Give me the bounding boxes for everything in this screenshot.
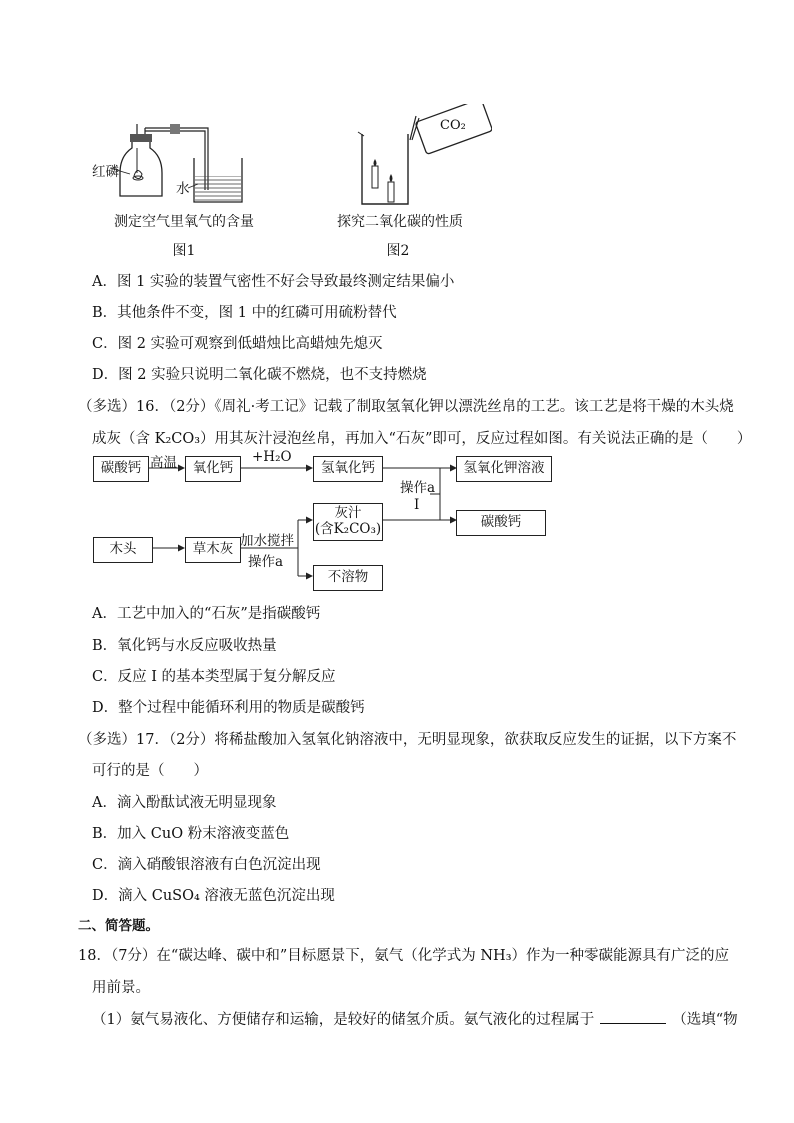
flow-box-ash-liquor: [313, 503, 383, 541]
q16-stem-line2: 成灰（含 K₂CO₃）用其灰汁浸泡丝帛，再加入“石灰”即可，反应过程如图。有关说法正确的是（ ）: [92, 431, 752, 447]
q15-option-c: C．图 2 实验可观察到低蜡烛比高蜡烛先熄灭: [92, 336, 383, 352]
flow-label-h2o: +H₂O: [252, 449, 292, 465]
flow-box-wood: 木头: [93, 537, 153, 563]
q15-option-a: A．图 1 实验的装置气密性不好会导致最终测定结果偏小: [92, 274, 455, 290]
q18-stem-line1: 18．（7分）在“碳达峰、碳中和”目标愿景下，氨气（化学式为 NH₃）作为一种零碳能源具有广泛的应: [78, 948, 730, 964]
q16-option-a: A．工艺中加入的“石灰”是指碳酸钙: [92, 606, 321, 622]
flow-label-high-temp: 高温: [150, 455, 177, 471]
flow-box-caoh2: 氢氧化钙: [313, 456, 383, 482]
q18-part1-tail: （选填“物: [672, 1012, 738, 1028]
water-label: 水: [176, 181, 190, 197]
q18-part1-text: （1）氨气易液化、方便储存和运输，是较好的储氢介质。氨气液化的过程属于: [92, 1012, 595, 1028]
q17-stem-line1: （多选）17．（2分）将稀盐酸加入氢氧化钠溶液中，无明显现象，欲获取反应发生的证据，以下方案不: [78, 732, 737, 748]
figure-2-apparatus: [352, 104, 492, 208]
flow-box-caco3-product: 碳酸钙: [456, 510, 546, 536]
figure-2-caption: 探究二氧化碳的性质: [337, 214, 463, 230]
q15-option-d: D．图 2 实验只说明二氧化碳不燃烧，也不支持燃烧: [92, 367, 427, 383]
q17-option-d: D．滴入 CuSO₄ 溶液无蓝色沉淀出现: [92, 888, 335, 904]
ash-liquor-k2co3: (含K₂CO₃): [314, 521, 382, 537]
section-heading: 二、简答题。: [78, 918, 159, 934]
ash-liquor-label: 灰汁: [334, 505, 362, 522]
figure-2-label: 图2: [386, 243, 410, 259]
q17-option-c: C．滴入硝酸银溶液有白色沉淀出现: [92, 857, 321, 873]
q18-part1: [92, 1008, 738, 1029]
flow-label-op-a-1: 操作a: [400, 480, 436, 496]
answer-blank[interactable]: [600, 1009, 666, 1024]
q17-option-a: A．滴入酚酞试液无明显现象: [92, 795, 277, 811]
q17-stem-line2: 可行的是（ ）: [92, 763, 208, 779]
flow-box-cao: 氧化钙: [185, 456, 241, 482]
q17-option-b: B．加入 CuO 粉末溶液变蓝色: [92, 826, 290, 842]
q16-option-c: C．反应 I 的基本类型属于复分解反应: [92, 669, 336, 685]
flow-label-reaction-i: I: [414, 497, 420, 513]
flow-label-op-a-2: 操作a: [248, 554, 284, 570]
figure-1-label: 图1: [172, 243, 196, 259]
q16-option-b: B．氧化钙与水反应吸收热量: [92, 638, 277, 654]
figure-1-caption: 测定空气里氧气的含量: [114, 214, 254, 230]
flow-label-stir: 加水搅拌: [240, 533, 294, 549]
q18-stem-line2: 用前景。: [92, 980, 150, 996]
flow-box-koh-solution: 氢氧化钾溶液: [456, 456, 552, 482]
q16-option-d: D．整个过程中能循环利用的物质是碳酸钙: [92, 700, 365, 716]
q15-option-b: B．其他条件不变，图 1 中的红磷可用硫粉替代: [92, 305, 397, 321]
co2-label: CO₂: [440, 118, 466, 133]
q16-stem-line1: （多选）16．（2分）《周礼·考工记》记载了制取氢氧化钾以漂洗丝帛的工艺。该工艺是将干燥的木头烧: [78, 399, 734, 415]
red-phosphorus-label: 红磷: [92, 164, 119, 180]
flow-box-insoluble: 不溶物: [313, 565, 383, 591]
flow-box-caco3: 碳酸钙: [93, 456, 149, 482]
flow-box-plant-ash: 草木灰: [185, 537, 241, 563]
